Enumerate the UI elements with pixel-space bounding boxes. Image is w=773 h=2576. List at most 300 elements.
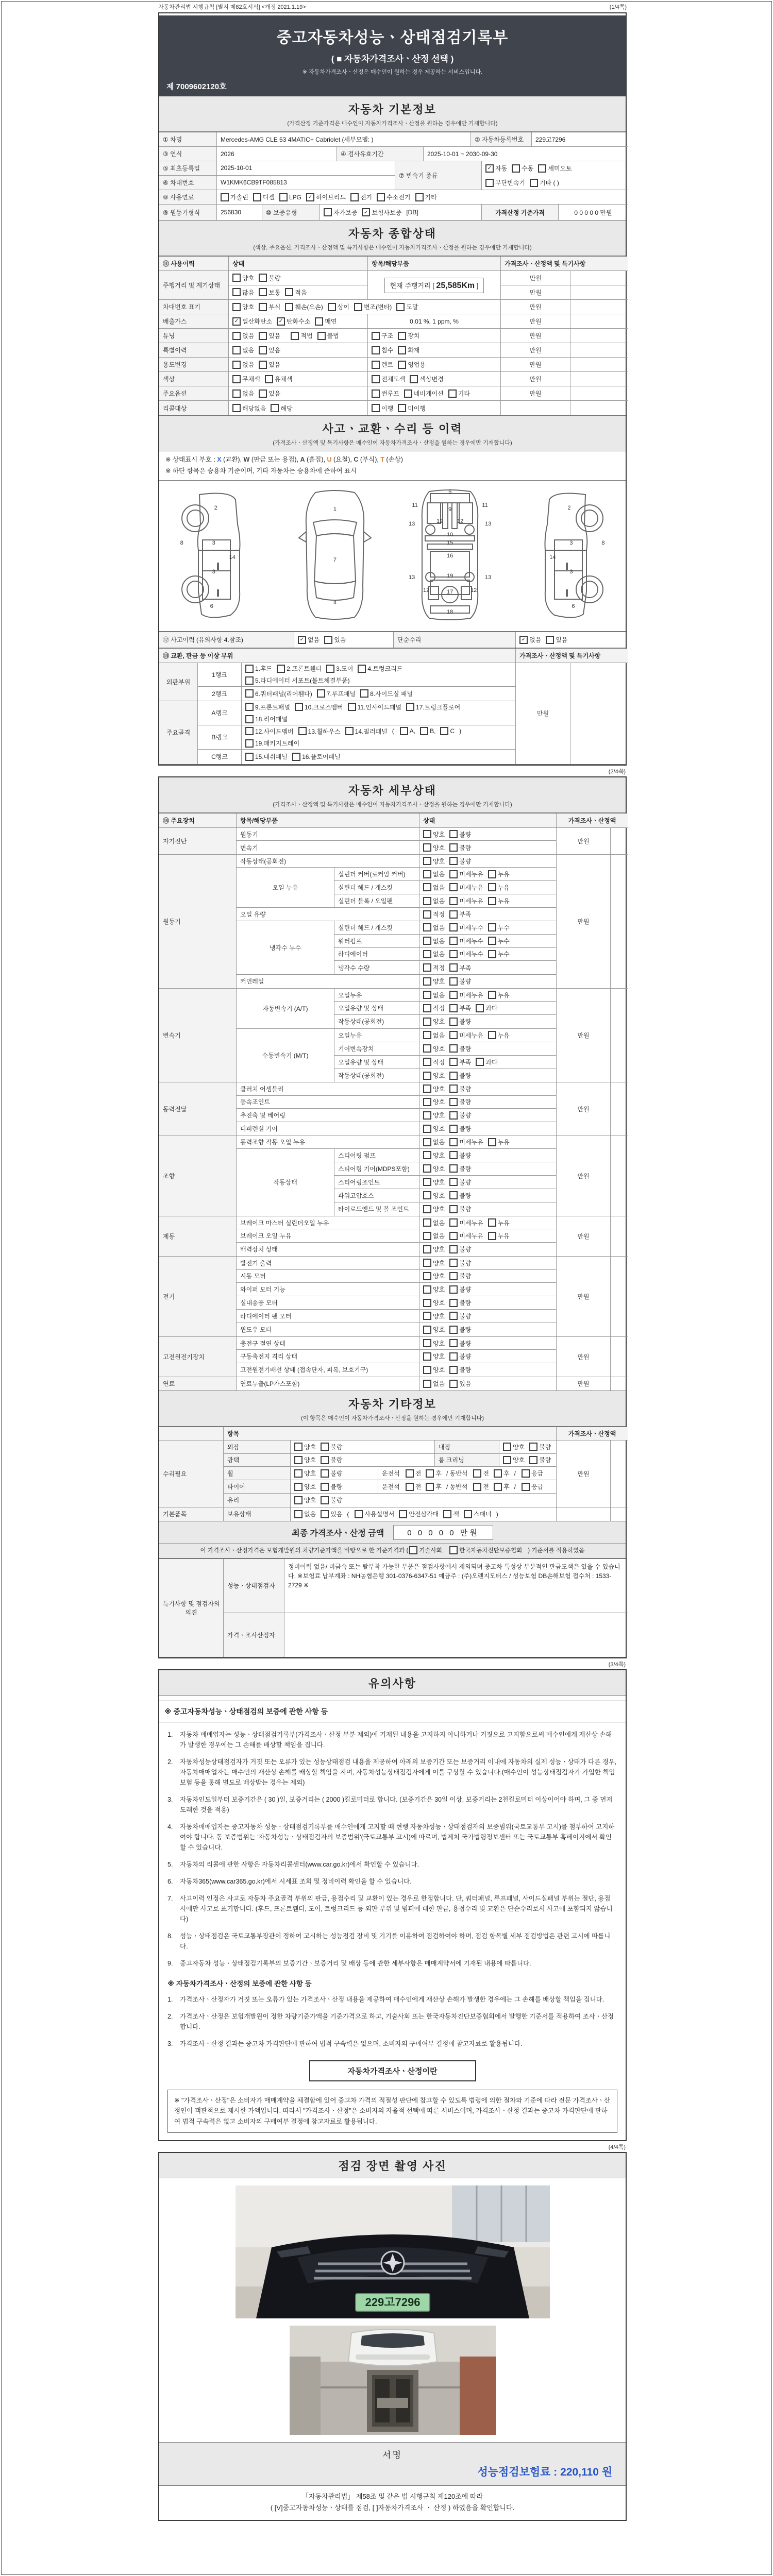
checkbox-label: 누유 bbox=[497, 897, 510, 905]
checkbox[interactable] bbox=[398, 346, 406, 354]
cell: 클러치 어셈블리 bbox=[237, 1082, 419, 1096]
checkbox[interactable] bbox=[245, 727, 254, 735]
checkbox[interactable] bbox=[324, 636, 332, 644]
checkbox[interactable] bbox=[448, 389, 457, 398]
checkbox[interactable] bbox=[449, 1259, 458, 1267]
checkbox[interactable] bbox=[420, 727, 428, 735]
checkbox[interactable] bbox=[245, 665, 254, 673]
checkbox[interactable] bbox=[423, 1272, 431, 1280]
checkbox[interactable] bbox=[423, 1178, 431, 1186]
checkbox[interactable] bbox=[423, 963, 431, 972]
checkbox[interactable] bbox=[449, 1138, 458, 1146]
checkbox[interactable] bbox=[423, 1164, 431, 1173]
checkbox[interactable] bbox=[449, 910, 458, 919]
checkbox[interactable] bbox=[529, 1443, 537, 1451]
checkbox[interactable] bbox=[348, 703, 356, 711]
checkbox[interactable] bbox=[494, 1469, 502, 1478]
checkbox[interactable] bbox=[476, 1058, 484, 1066]
checkbox[interactable] bbox=[221, 193, 229, 201]
checkbox[interactable] bbox=[321, 1483, 329, 1491]
checkbox[interactable] bbox=[409, 1546, 417, 1554]
checkbox[interactable] bbox=[449, 1232, 458, 1240]
checkbox[interactable] bbox=[488, 991, 496, 999]
checkbox[interactable] bbox=[423, 1205, 431, 1213]
table-row bbox=[159, 1427, 626, 1440]
checkbox[interactable] bbox=[360, 689, 368, 698]
checkbox[interactable] bbox=[294, 1456, 303, 1464]
option-text: ( bbox=[392, 727, 394, 735]
detail-state-table bbox=[159, 813, 626, 1391]
checkbox-label: 양호 bbox=[433, 978, 445, 986]
checkbox[interactable] bbox=[449, 1058, 458, 1066]
checkbox[interactable] bbox=[315, 317, 323, 326]
checkbox-label: 네비게이션 bbox=[413, 390, 444, 397]
checkbox[interactable] bbox=[503, 1456, 511, 1464]
checkbox[interactable] bbox=[326, 665, 334, 673]
table-row bbox=[159, 300, 626, 314]
cell: 기어변속장치 bbox=[334, 1042, 419, 1056]
checkbox[interactable] bbox=[449, 977, 458, 986]
checkbox-label: B, bbox=[430, 727, 436, 735]
checkbox[interactable] bbox=[426, 1483, 434, 1491]
cell bbox=[570, 372, 628, 386]
checkbox-label: 불량 bbox=[459, 1259, 472, 1267]
checkbox[interactable] bbox=[354, 303, 362, 311]
checkbox[interactable]: ✓ bbox=[306, 193, 314, 201]
checkbox-label: 과다 bbox=[485, 1058, 498, 1066]
cell: ⑤ 최초등록일 bbox=[159, 161, 217, 176]
checkbox[interactable] bbox=[449, 1125, 458, 1133]
panel-number: 4 bbox=[333, 599, 337, 606]
checkbox[interactable]: ✓ bbox=[298, 636, 306, 644]
checkbox[interactable] bbox=[350, 193, 359, 201]
checkbox[interactable] bbox=[423, 1084, 431, 1093]
checkbox[interactable] bbox=[232, 361, 241, 369]
cell: 시동 모터 bbox=[237, 1270, 419, 1283]
cell: 보유상태 bbox=[224, 1507, 291, 1521]
checkbox[interactable] bbox=[449, 857, 458, 865]
checkbox[interactable] bbox=[488, 1031, 496, 1039]
table-row bbox=[159, 132, 626, 147]
checkbox[interactable] bbox=[259, 303, 267, 311]
checkbox[interactable] bbox=[529, 1456, 537, 1464]
cell bbox=[482, 161, 628, 190]
checkbox[interactable] bbox=[488, 923, 496, 931]
cell: 오일유량 및 상태 bbox=[334, 1002, 419, 1015]
checkbox[interactable] bbox=[449, 830, 458, 838]
checkbox-label: 무단변속기 bbox=[495, 179, 525, 187]
table-row bbox=[159, 1257, 626, 1337]
checkbox[interactable] bbox=[406, 703, 414, 711]
checkbox[interactable] bbox=[449, 1366, 458, 1374]
checkbox[interactable] bbox=[476, 1004, 484, 1012]
checkbox[interactable] bbox=[485, 179, 494, 187]
checkbox[interactable] bbox=[232, 274, 241, 282]
cell bbox=[334, 1029, 557, 1082]
cell: 오일누유 bbox=[334, 1029, 419, 1042]
checkbox[interactable] bbox=[440, 727, 448, 735]
checkbox-label: 불량 bbox=[330, 1456, 343, 1464]
cell bbox=[557, 1507, 611, 1521]
checkbox[interactable] bbox=[324, 208, 332, 216]
checkbox[interactable] bbox=[449, 1312, 458, 1320]
checkbox[interactable] bbox=[423, 1218, 431, 1227]
checkbox[interactable] bbox=[358, 665, 366, 673]
checkbox[interactable] bbox=[488, 937, 496, 945]
checkbox[interactable] bbox=[423, 1004, 431, 1012]
checkbox[interactable] bbox=[245, 703, 254, 711]
checkbox[interactable] bbox=[449, 897, 458, 905]
cell: 만원 bbox=[557, 1136, 611, 1216]
checkbox-label: 불량 bbox=[459, 1353, 472, 1361]
checkbox[interactable] bbox=[449, 870, 458, 878]
checkbox[interactable] bbox=[449, 1272, 458, 1280]
checkbox-label: 적정 bbox=[433, 964, 445, 972]
checkbox[interactable] bbox=[423, 991, 431, 999]
checkbox[interactable] bbox=[449, 1084, 458, 1093]
confirmation-line-1: 「자동차관리법」 제58조 및 같은 법 시행규칙 제120조에 따라 bbox=[301, 2492, 483, 2500]
checkbox[interactable] bbox=[399, 1510, 407, 1518]
checkbox[interactable] bbox=[245, 715, 254, 723]
checkbox[interactable] bbox=[298, 727, 307, 735]
checkbox[interactable] bbox=[488, 897, 496, 905]
option-text: ) bbox=[496, 1510, 498, 1518]
cell bbox=[229, 372, 368, 386]
cell: 실린더 커버(로커암 커버) bbox=[334, 868, 419, 881]
checkbox[interactable] bbox=[245, 676, 254, 685]
page-marker-2: (2/4쪽) bbox=[608, 768, 626, 775]
checkbox[interactable]: ✓ bbox=[485, 164, 494, 173]
checkbox[interactable] bbox=[449, 1004, 458, 1012]
checkbox[interactable] bbox=[426, 1469, 434, 1478]
table-row bbox=[224, 1467, 556, 1480]
checkbox[interactable] bbox=[423, 1285, 431, 1294]
cell bbox=[419, 1109, 557, 1122]
checkbox[interactable] bbox=[321, 1443, 329, 1451]
table-row bbox=[159, 190, 626, 205]
checkbox-label: C bbox=[450, 727, 455, 735]
checkbox[interactable] bbox=[317, 689, 325, 698]
checkbox[interactable] bbox=[488, 883, 496, 891]
cell bbox=[570, 358, 628, 372]
checkbox[interactable] bbox=[423, 1299, 431, 1307]
checkbox[interactable] bbox=[449, 1178, 458, 1186]
checkbox[interactable] bbox=[328, 303, 336, 311]
checkbox[interactable] bbox=[538, 164, 546, 173]
checkbox[interactable] bbox=[449, 1299, 458, 1307]
checkbox[interactable] bbox=[449, 1111, 458, 1120]
checkbox[interactable] bbox=[449, 1352, 458, 1361]
cell: 용도변경 bbox=[159, 358, 229, 372]
checkbox[interactable] bbox=[449, 1218, 458, 1227]
checkbox[interactable] bbox=[423, 1339, 431, 1347]
checkbox[interactable] bbox=[449, 1098, 458, 1106]
checkbox[interactable] bbox=[488, 950, 496, 958]
checkbox[interactable] bbox=[423, 1326, 431, 1334]
checkbox[interactable] bbox=[473, 1483, 481, 1491]
checkbox[interactable] bbox=[423, 870, 431, 878]
checkbox[interactable] bbox=[449, 1546, 458, 1554]
section-basic-info bbox=[159, 96, 626, 132]
checkbox[interactable] bbox=[449, 1285, 458, 1294]
checkbox[interactable] bbox=[294, 1483, 303, 1491]
checkbox-label: 전 bbox=[483, 1470, 490, 1478]
table-row bbox=[237, 1323, 556, 1336]
checkbox[interactable] bbox=[423, 1031, 431, 1039]
checkbox[interactable] bbox=[449, 1151, 458, 1159]
checkbox[interactable] bbox=[512, 164, 520, 173]
cell bbox=[242, 701, 516, 725]
checkbox[interactable] bbox=[423, 1245, 431, 1253]
cell: 충전구 절연 상태 bbox=[237, 1337, 419, 1350]
cell bbox=[501, 401, 570, 415]
checkbox[interactable] bbox=[232, 346, 241, 354]
checkbox[interactable] bbox=[415, 193, 424, 201]
cell bbox=[368, 329, 501, 343]
checkbox[interactable] bbox=[449, 1031, 458, 1039]
checkbox[interactable] bbox=[423, 1072, 431, 1080]
cell: 유리 bbox=[224, 1494, 291, 1507]
checkbox[interactable] bbox=[398, 404, 406, 412]
checkbox-label: 불법 bbox=[327, 332, 339, 340]
confirmation-statement bbox=[159, 2486, 626, 2520]
checkbox[interactable] bbox=[449, 1018, 458, 1026]
checkbox[interactable] bbox=[372, 332, 380, 340]
option-text: / bbox=[514, 1483, 516, 1490]
checkbox[interactable] bbox=[449, 1380, 458, 1388]
checkbox[interactable] bbox=[546, 636, 554, 644]
checkbox[interactable] bbox=[321, 1496, 329, 1504]
checkbox[interactable] bbox=[423, 857, 431, 865]
checkbox-label: 미세누수 bbox=[459, 924, 483, 931]
checkbox-label: 불량 bbox=[459, 1018, 472, 1026]
checkbox[interactable] bbox=[253, 193, 261, 201]
checkbox[interactable] bbox=[259, 389, 267, 398]
checkbox[interactable] bbox=[423, 1018, 431, 1026]
checkbox[interactable] bbox=[423, 1098, 431, 1106]
checkbox[interactable] bbox=[294, 1443, 303, 1451]
checkbox[interactable] bbox=[398, 332, 406, 340]
cell bbox=[611, 1507, 628, 1521]
checkbox[interactable] bbox=[321, 1456, 329, 1464]
checkbox[interactable]: ✓ bbox=[362, 208, 370, 216]
checkbox[interactable] bbox=[372, 346, 380, 354]
checkbox[interactable] bbox=[321, 1469, 329, 1478]
checkbox[interactable] bbox=[294, 1496, 303, 1504]
checkbox[interactable] bbox=[317, 332, 326, 340]
checkbox[interactable] bbox=[449, 1245, 458, 1253]
cell: 256830 bbox=[217, 205, 262, 220]
checkbox[interactable] bbox=[449, 923, 458, 931]
checkbox[interactable] bbox=[423, 1366, 431, 1374]
checkbox[interactable] bbox=[449, 883, 458, 891]
checkbox-label: 침수 bbox=[381, 347, 394, 354]
checkbox[interactable] bbox=[265, 375, 273, 383]
checkbox[interactable] bbox=[259, 274, 267, 282]
checkbox[interactable] bbox=[423, 1380, 431, 1388]
checkbox[interactable] bbox=[443, 1510, 451, 1518]
checkbox-label: 전 bbox=[415, 1483, 422, 1491]
checkbox[interactable] bbox=[423, 950, 431, 958]
checkbox[interactable] bbox=[494, 1483, 502, 1491]
checkbox[interactable] bbox=[449, 937, 458, 945]
checkbox[interactable] bbox=[410, 375, 418, 383]
checkbox[interactable] bbox=[423, 910, 431, 919]
checkbox[interactable] bbox=[423, 1058, 431, 1066]
checkbox[interactable] bbox=[464, 1510, 472, 1518]
table-row bbox=[159, 663, 626, 764]
checkbox[interactable] bbox=[423, 937, 431, 945]
checkbox[interactable] bbox=[406, 1483, 414, 1491]
checkbox[interactable] bbox=[396, 303, 405, 311]
checkbox[interactable] bbox=[530, 179, 538, 187]
checkbox[interactable] bbox=[449, 963, 458, 972]
checkbox[interactable] bbox=[503, 1443, 511, 1451]
checkbox-label: 누유 bbox=[497, 871, 510, 878]
checkbox[interactable] bbox=[423, 977, 431, 986]
checkbox[interactable] bbox=[372, 361, 380, 369]
checkbox[interactable] bbox=[423, 1125, 431, 1133]
checkbox[interactable] bbox=[406, 1469, 414, 1478]
checkbox[interactable] bbox=[294, 1510, 303, 1518]
checkbox[interactable] bbox=[423, 1138, 431, 1146]
checkbox[interactable] bbox=[423, 1259, 431, 1267]
table-row bbox=[237, 841, 556, 854]
checkbox[interactable] bbox=[285, 288, 293, 296]
checkbox[interactable] bbox=[279, 193, 288, 201]
checkbox[interactable] bbox=[259, 288, 267, 296]
cell bbox=[419, 841, 557, 854]
checkbox[interactable] bbox=[449, 1326, 458, 1334]
cell: ⑦ 변속기 종류 bbox=[395, 161, 482, 190]
checkbox-label: 양호 bbox=[433, 1259, 445, 1267]
checkbox[interactable] bbox=[292, 753, 300, 761]
cell: 상태 bbox=[229, 257, 368, 271]
checkbox-label: 불량 bbox=[459, 1085, 472, 1093]
checkbox[interactable] bbox=[449, 1191, 458, 1199]
checkbox[interactable] bbox=[259, 332, 267, 340]
cell bbox=[378, 1467, 557, 1480]
checkbox-label: 불량 bbox=[459, 1326, 472, 1334]
checkbox[interactable] bbox=[449, 1164, 458, 1173]
checkbox[interactable] bbox=[291, 332, 299, 340]
cell: 등속조인트 bbox=[237, 1096, 419, 1109]
checkbox-label: 양호 bbox=[433, 1206, 445, 1213]
checkbox[interactable] bbox=[232, 332, 241, 340]
checkbox[interactable] bbox=[423, 1151, 431, 1159]
checkbox[interactable] bbox=[232, 404, 241, 412]
checkbox[interactable] bbox=[245, 689, 254, 698]
checkbox[interactable] bbox=[321, 1510, 329, 1518]
checkbox[interactable] bbox=[449, 1044, 458, 1053]
checkbox[interactable] bbox=[295, 703, 303, 711]
checkbox[interactable] bbox=[449, 1072, 458, 1080]
form-regulation-label: 자동차관리법 시행규칙 [별지 제82호서식] <개정 2021.1.19> bbox=[158, 4, 306, 10]
checkbox[interactable] bbox=[449, 843, 458, 852]
cell bbox=[419, 1377, 557, 1391]
checkbox[interactable] bbox=[423, 830, 431, 838]
table-row bbox=[229, 285, 367, 300]
cell: ⑬ 교환, 판금 등 이상 부위 bbox=[159, 649, 516, 663]
checkbox[interactable] bbox=[488, 1218, 496, 1227]
checkbox[interactable] bbox=[232, 288, 241, 296]
cell bbox=[217, 190, 628, 205]
checkbox[interactable] bbox=[423, 923, 431, 931]
checkbox[interactable] bbox=[271, 404, 279, 412]
checkbox[interactable] bbox=[355, 1510, 363, 1518]
checkbox-label: 불량 bbox=[459, 1151, 472, 1159]
checkbox[interactable] bbox=[423, 1044, 431, 1053]
cell bbox=[291, 1454, 435, 1467]
checkbox[interactable] bbox=[245, 753, 254, 761]
page-1-box bbox=[158, 12, 627, 766]
checkbox-label: 양호 bbox=[433, 1366, 445, 1374]
panel-number: 6 bbox=[210, 603, 213, 610]
checkbox[interactable] bbox=[423, 1352, 431, 1361]
checkbox[interactable] bbox=[372, 404, 380, 412]
checkbox[interactable] bbox=[423, 1111, 431, 1120]
checkbox[interactable] bbox=[488, 1232, 496, 1240]
cell bbox=[419, 1056, 557, 1069]
table-row bbox=[159, 989, 626, 1082]
checkbox[interactable] bbox=[522, 1483, 530, 1491]
checkbox[interactable] bbox=[449, 1205, 458, 1213]
checkbox[interactable] bbox=[400, 727, 408, 735]
table-row bbox=[159, 1136, 626, 1216]
checkbox[interactable] bbox=[245, 739, 254, 748]
checkbox[interactable] bbox=[488, 870, 496, 878]
checkbox[interactable] bbox=[449, 991, 458, 999]
checkbox[interactable] bbox=[377, 193, 385, 201]
checkbox-label: 있음 bbox=[268, 332, 281, 340]
checkbox[interactable]: ✓ bbox=[232, 317, 241, 326]
checkbox[interactable] bbox=[285, 303, 293, 311]
checkbox[interactable] bbox=[232, 303, 241, 311]
checkbox-label: 미세누수 bbox=[459, 937, 483, 945]
checkbox[interactable] bbox=[372, 375, 380, 383]
checkbox[interactable] bbox=[259, 361, 267, 369]
checkbox[interactable] bbox=[449, 950, 458, 958]
checkbox[interactable]: ✓ bbox=[519, 636, 528, 644]
checkbox[interactable] bbox=[423, 1232, 431, 1240]
checkbox[interactable] bbox=[232, 375, 241, 383]
checkbox[interactable] bbox=[259, 346, 267, 354]
checkbox[interactable] bbox=[345, 727, 354, 735]
checkbox[interactable] bbox=[423, 883, 431, 891]
checkbox[interactable] bbox=[522, 1469, 530, 1478]
checkbox[interactable] bbox=[488, 1138, 496, 1146]
checkbox[interactable] bbox=[277, 665, 285, 673]
checkbox[interactable] bbox=[232, 389, 241, 398]
cell: ⑨ 원동기형식 bbox=[159, 205, 217, 220]
checkbox-label: 누유 bbox=[497, 1139, 510, 1146]
table-row bbox=[224, 1559, 628, 1613]
checkbox[interactable] bbox=[473, 1469, 481, 1478]
checkbox[interactable] bbox=[294, 1469, 303, 1478]
state-code: W bbox=[243, 456, 250, 463]
checkbox[interactable] bbox=[423, 1191, 431, 1199]
checkbox[interactable] bbox=[423, 1312, 431, 1320]
checkbox[interactable] bbox=[423, 843, 431, 852]
cell bbox=[237, 989, 557, 1082]
checkbox[interactable] bbox=[398, 361, 406, 369]
checkbox[interactable] bbox=[449, 1339, 458, 1347]
cell bbox=[237, 1216, 557, 1257]
checkbox[interactable] bbox=[372, 389, 380, 398]
checkbox[interactable] bbox=[404, 389, 412, 398]
checkbox[interactable]: ✓ bbox=[277, 317, 285, 326]
checkbox[interactable] bbox=[423, 897, 431, 905]
